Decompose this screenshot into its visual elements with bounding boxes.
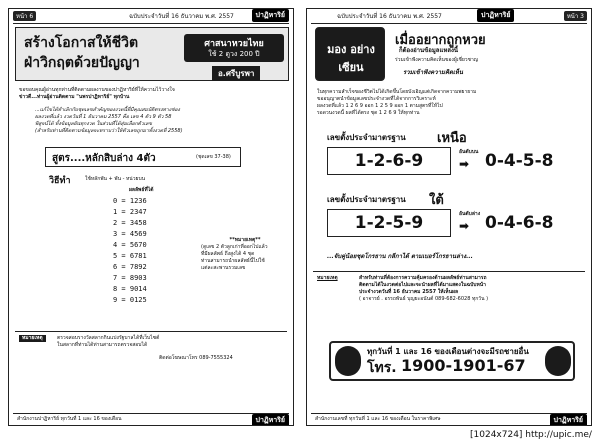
right-phone: 1900-1901-67 [401,356,526,375]
right-footer-text: สำนักงานเลขที่ ทุกวันที่ 1 และ 16 ของเดือน ในราคาพิเศษ [315,416,441,422]
right-lower-tag: อันดับล่าง [459,211,481,217]
right-remark [359,275,585,303]
right-upper-tag: อันดับบน [459,149,479,155]
right-down-input-box [327,209,451,237]
right-issue-date: ฉบับประจำวันที่ 16 ธันวาคม พ.ศ. 2557 [337,13,442,20]
right-logo [315,27,385,81]
right-arrow-icon: ➡ [459,219,470,233]
right-down-big: ใต้ [429,193,444,208]
right-up-big: เหนือ [437,131,467,146]
left-banner-headline-1: สร้างโอกาสให้ชีวิต [24,35,139,51]
left-intro-line: ข่าวดี...ท่านผู้อ่านติดตาม "นพรปาฏิหาริย์" ทุกบ้าน [19,94,130,100]
right-divider [313,271,585,272]
right-phone-label: โทร. [367,360,397,376]
right-remark-line: ( อาจารย์ . อรรถพันธ์ บุญยะอนันต์ 089-682-6028 ทุกวัน ) [359,296,489,302]
table-row: 4 = 5670 [113,241,147,249]
right-logo-text: มอง อย่างเซียน [327,43,375,74]
left-side-note [201,237,289,272]
left-italic-line: ...แก้ไขได้ทำเลิกกับชุดเลขสำคัญของงวดนี้ที่มีคุณสมบัติตรงทางช่อง [35,107,180,113]
left-italic-line: ผลงวดที่แล้ว งวดวันที่ 1 ธันวาคม 2557 คือ เลข 4 ตัว 9 ตัว 58 [35,114,172,120]
right-banner-sub-3: รวมเข้าฟังความคิดเห็น [403,69,463,76]
left-banner-logo-sub: ใช้ 2 ดูวง 200 ปี [208,50,260,58]
right-slogan: ...จับคู่น้อยชุดโกรธาน กลีกาได้ ตามเบอร์โกรธานล่าง... [327,253,473,260]
left-page-number: หน้า 6 [13,11,36,21]
left-formula-label: สูตร....หลักสิบล่าง 4ตัว [52,153,156,164]
right-banner-headline: เมื่ออยากถูกหวย [395,33,486,48]
right-down-result: 0-4-6-8 [485,213,554,233]
left-note-line: แต่ละสะพานรวมเลข [201,265,246,271]
right-banner-sub-2: ร่วมเข้าฟังความคิดเห็นของผู้เชี่ยวชาญ [395,57,479,63]
left-note-title: **หมายเหตุ** [229,237,261,243]
left-italic-block [35,107,285,135]
table-row: 9 = 0125 [113,296,147,304]
left-italic-line: (สำหรับท่านที่ติดตามข้อมูลจะทราบว่าให้ตัวเลขถูกมาทั้งงวดที่ 2558) [35,128,183,134]
left-footnote [57,335,287,349]
right-header-brand: ปาฏิหาริย์ [477,9,514,22]
right-footer-brand: ปาฏิหาริย์ [550,414,587,426]
right-remark-line: ติดตามได้ในงวดต่อไปและจะนำผลที่ได้มาแสดงในฉบับหน้า [359,282,486,288]
right-up-label: เลขตั้งประจำมาตรฐาน [327,133,406,142]
left-footnote-label: หมายเหตุ [19,335,46,342]
right-banner-sub-1: ก็ต้องอ่านข้อมูลแหล่งนี้ [399,47,459,54]
right-header-divider [311,23,587,24]
left-footer-brand: ปาฏิหาริย์ [252,414,289,426]
left-banner-headline-2: ฝ่าวิกฤตด้วยปัญญา [24,55,140,71]
left-issue-date: ฉบับประจำวันที่ 16 ธันวาคม พ.ศ. 2557 [129,13,234,20]
left-formula-note: (ชุดเลข 37-38) [196,154,231,160]
right-phone-box [329,341,575,381]
left-footer-divider [13,413,289,414]
right-promo-line: ทุกวันที่ 1 และ 16 ของเดือนต่างจะมีรถชายอื่น [367,347,529,356]
left-method-text: ใช้หลักพัน + พัน - หน่วยบน [85,176,146,182]
image-watermark: [1024x724] http://upic.me/ [470,430,592,440]
right-remark-line: สำหรับท่านที่ต้องการความคุ้มครองด้านผลลัพธ์ท่านสามารถ [359,275,487,281]
left-banner-logo [184,34,284,62]
table-row: 8 = 9014 [113,285,147,293]
right-page [306,8,592,426]
left-note-line: ที่มีผลลัพธ์ ถึงสูงได้ 4 ชุด [201,251,255,257]
left-result-label: ผลลัพธ์ที่ได้ [129,187,154,193]
right-intro [317,89,583,117]
right-phone-icon [335,346,361,376]
table-row: 7 = 8903 [113,274,147,282]
right-intro-line: ขออนุญาตนำข้อมูลเลขประจำงวดที่ได้จากการวิเคราะห์ [317,96,436,102]
left-banner-logo-text: ศาสนาหวยไทย [204,39,264,49]
left-banner-author: อ.ศรีบูรพา [212,66,260,81]
right-banner [391,29,587,83]
left-footnote-line: ในสลากที่ท่านได้ท่านสามารถตรวจสอบได้ [57,342,148,348]
right-intro-line: ผลงวดที่แล้ว 1 2 6 9 ออก 1 2 5 9 ออก 1 ตามสูตรที่ให้ไป [317,103,443,109]
left-formula-box [45,147,241,167]
right-remark-line: ประจำงวดวันที่ 16 ธันวาคม 2557 ให้เห็นผล [359,289,459,295]
right-header [307,9,591,21]
left-page [8,8,294,426]
left-footnote-line: ตรวจสอบรางวัลสลากกินแบ่งรัฐบาลได้ที่เว็บไซต์ [57,335,160,341]
right-arrow-icon: ➡ [459,157,470,171]
left-footer-text: สำนักงานปาฏิหาริย์ ทุกวันที่ 1 และ 16 ของเดือน [17,416,122,422]
left-intro [19,87,285,101]
left-header-divider [13,23,289,24]
left-note-line: ท่านสามารถนำผลลัพธ์นี้ไปใช้ [201,258,265,264]
left-note-line: (ดูเลข 2 ตัวลูกเก่าที่ออกไปแล้ว [201,244,268,250]
left-number-table [113,197,193,327]
table-row: 1 = 2347 [113,208,147,216]
left-header [9,9,293,21]
table-row: 0 = 1236 [113,197,147,205]
right-page-number: หน้า 3 [564,11,587,21]
left-divider [15,331,287,332]
right-down-input: 1-2-5-9 [354,213,424,233]
table-row: 2 = 3458 [113,219,147,227]
right-up-input: 1-2-6-9 [354,151,424,171]
table-row: 3 = 4569 [113,230,147,238]
right-intro-line: รอดวนงวดนี้ ผลที่ได้ตรง ชุด 1 2 6 9 ให้ทุกท่าน [317,110,420,116]
right-footer-divider [311,413,587,414]
left-intro-line: ขอขอบคุณผู้อ่านทุกท่านที่ติดตามผลงานของปาฏิหาริย์ที่ให้ความไว้วางใจ [19,87,175,93]
right-down-label: เลขตั้งประจำมาตรฐาน [327,195,406,204]
right-remark-label: หมายเหตุ [317,275,338,281]
right-up-result: 0-4-5-8 [485,151,554,171]
table-row: 6 = 7892 [113,263,147,271]
right-phone-icon [545,346,571,376]
right-intro-line: ในทุกความสำเร็จของชีวิตไม่ได้เกิดขึ้นโดยบังเอิญแต่เกิดจากความพยายาม [317,89,477,95]
left-italic-line: พิสูจน์ได้ ทั้งข้อมูลยันทุกงวด ในส่วนที่ได้สุ่มเลือกตัวเลข [35,121,152,127]
left-method-label: วิธีทำ [49,176,71,186]
table-row: 5 = 6781 [113,252,147,260]
right-up-input-box [327,147,451,175]
left-banner [15,27,289,81]
left-contact: ติดต่อโฆษณาโทร 089-7555324 [159,355,233,361]
left-header-brand: ปาฏิหาริย์ [252,9,289,22]
